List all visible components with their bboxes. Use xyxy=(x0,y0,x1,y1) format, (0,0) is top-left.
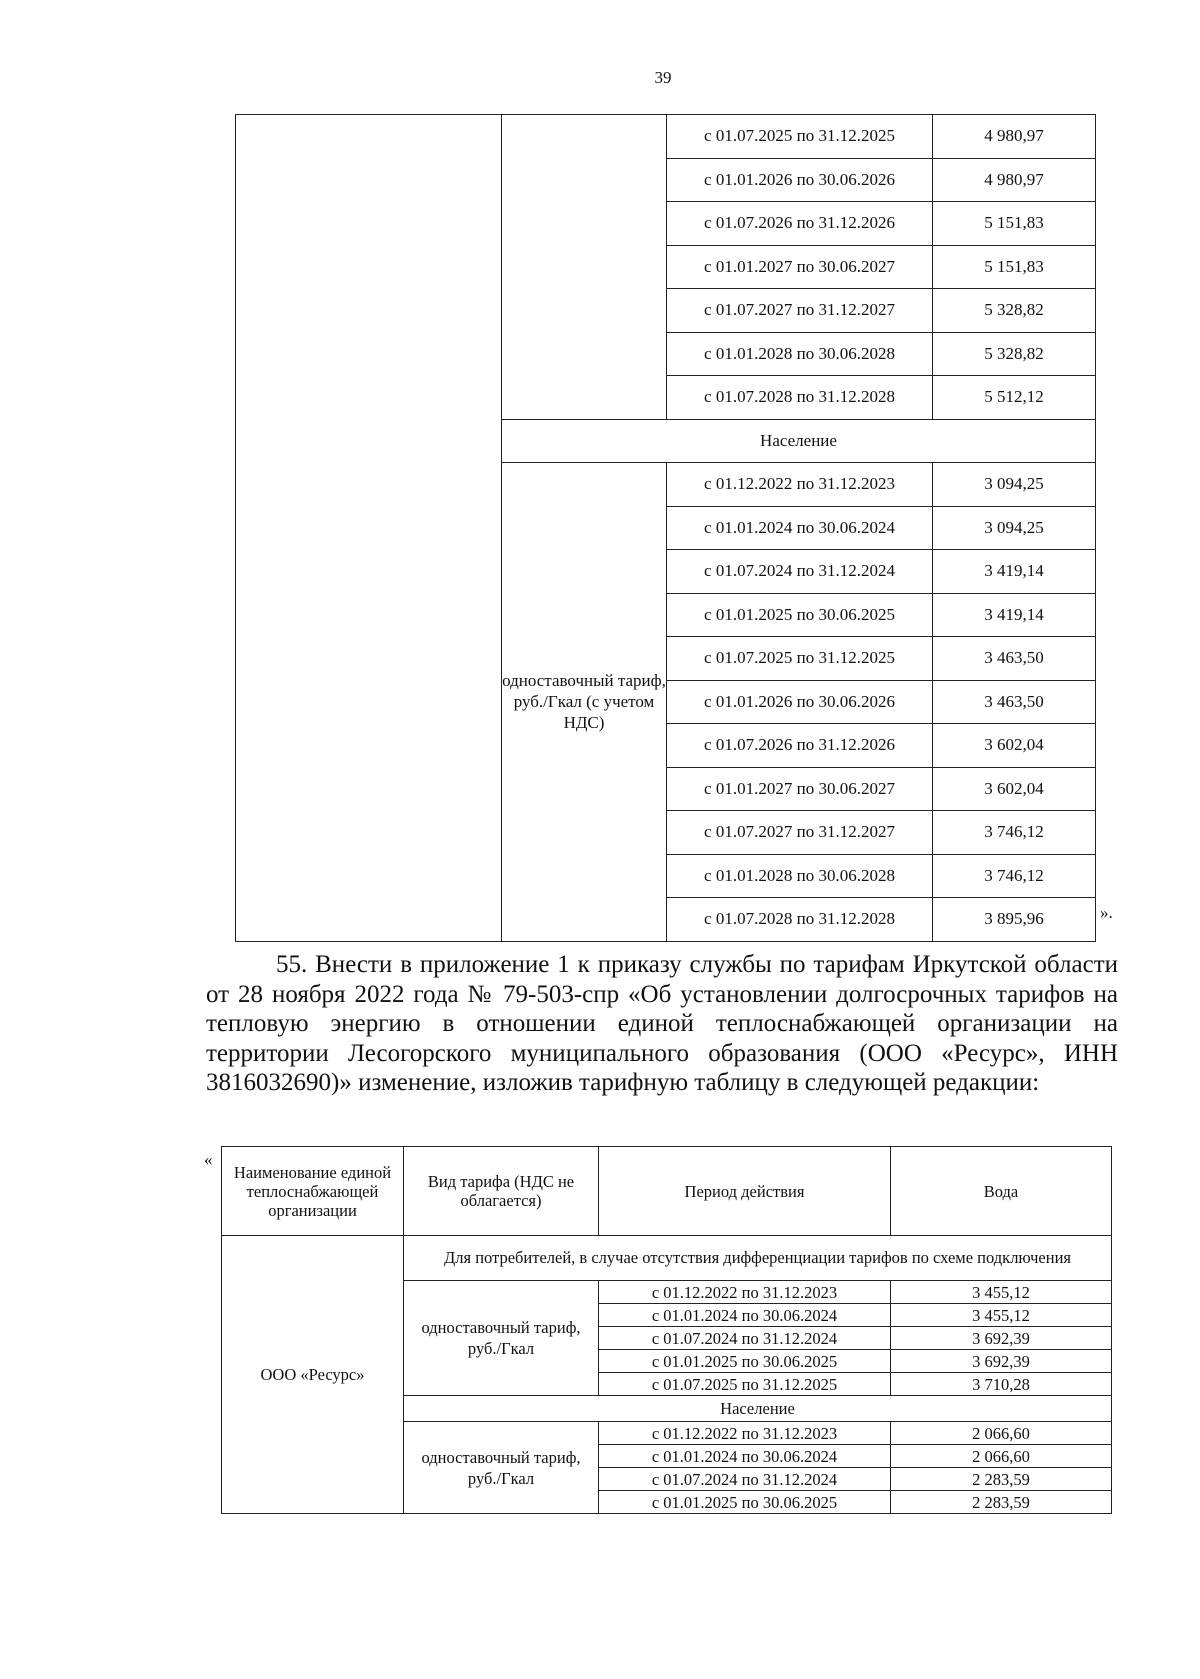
value-cell: 3 419,14 xyxy=(933,593,1096,637)
period-cell: с 01.07.2024 по 31.12.2024 xyxy=(599,1327,891,1350)
tariff-table-continued xyxy=(235,114,1096,942)
period-cell: с 01.01.2028 по 30.06.2028 xyxy=(667,332,933,376)
value-cell: 3 463,50 xyxy=(933,637,1096,681)
period-cell: с 01.01.2025 по 30.06.2025 xyxy=(599,1350,891,1373)
value-cell: 5 328,82 xyxy=(933,332,1096,376)
period-cell: с 01.01.2024 по 30.06.2024 xyxy=(599,1445,891,1468)
value-cell: 5 512,12 xyxy=(933,376,1096,420)
value-cell: 2 066,60 xyxy=(891,1445,1112,1468)
tariff-type-cell: одноставочный тариф, руб./Гкал (с учетом НДС) xyxy=(502,463,667,942)
value-cell: 5 328,82 xyxy=(933,289,1096,333)
value-cell: 4 980,97 xyxy=(933,158,1096,202)
period-cell: с 01.01.2026 по 30.06.2026 xyxy=(667,680,933,724)
period-cell: с 01.12.2022 по 31.12.2023 xyxy=(667,463,933,507)
period-cell: с 01.07.2025 по 31.12.2025 xyxy=(667,115,933,159)
value-cell: 3 094,25 xyxy=(933,506,1096,550)
value-cell: 5 151,83 xyxy=(933,202,1096,246)
table-row xyxy=(236,115,1096,159)
period-cell: с 01.07.2025 по 31.12.2025 xyxy=(599,1373,891,1396)
header-tariff-type: Вид тарифа (НДС не облагается) xyxy=(404,1147,599,1236)
period-cell: с 01.01.2027 по 30.06.2027 xyxy=(667,245,933,289)
period-cell: с 01.07.2024 по 31.12.2024 xyxy=(667,550,933,594)
value-cell: 3 602,04 xyxy=(933,767,1096,811)
closing-quote-mark: ». xyxy=(1100,903,1113,922)
period-cell: с 01.07.2025 по 31.12.2025 xyxy=(667,637,933,681)
period-cell: с 01.01.2027 по 30.06.2027 xyxy=(667,767,933,811)
period-cell: с 01.07.2026 по 31.12.2026 xyxy=(667,202,933,246)
header-org: Наименование единой теплоснабжающей организации xyxy=(222,1147,404,1236)
tariff-type-cell xyxy=(502,115,667,420)
header-period: Период действия xyxy=(599,1147,891,1236)
amendment-paragraph xyxy=(206,950,1118,1098)
value-cell: 2 283,59 xyxy=(891,1491,1112,1514)
value-cell: 3 746,12 xyxy=(933,854,1096,898)
amendment-text: 55. Внести в приложение 1 к приказу службы по тарифам Иркутской области от 28 ноября 2022 года № 79-503-спр «Об установлении долгосрочных тарифов на тепловую энергию в отношении единой теплоснабжающей организации на территории Лесогорского муниципального образования (ООО «Ресурс», ИНН 3816032690)» изменение, изложив тарифную таблицу в следующей редакции: xyxy=(206,951,1118,1096)
section-population: Население xyxy=(404,1396,1112,1422)
value-cell: 3 455,12 xyxy=(891,1304,1112,1327)
value-cell: 2 066,60 xyxy=(891,1422,1112,1445)
value-cell: 5 151,83 xyxy=(933,245,1096,289)
value-cell: 3 455,12 xyxy=(891,1281,1112,1304)
value-cell: 3 895,96 xyxy=(933,898,1096,942)
period-cell: с 01.01.2025 по 30.06.2025 xyxy=(599,1491,891,1514)
period-cell: с 01.01.2024 по 30.06.2024 xyxy=(667,506,933,550)
value-cell: 2 283,59 xyxy=(891,1468,1112,1491)
section-consumers: Для потребителей, в случае отсутствия дифференциации тарифов по схеме подключения xyxy=(404,1236,1112,1281)
value-cell: 3 094,25 xyxy=(933,463,1096,507)
value-cell: 3 602,04 xyxy=(933,724,1096,768)
page-number: 39 xyxy=(654,68,672,87)
period-cell: с 01.07.2027 по 31.12.2027 xyxy=(667,289,933,333)
period-cell: с 01.12.2022 по 31.12.2023 xyxy=(599,1281,891,1304)
period-cell: с 01.12.2022 по 31.12.2023 xyxy=(599,1422,891,1445)
value-cell: 4 980,97 xyxy=(933,115,1096,159)
section-row xyxy=(222,1236,1112,1281)
header-row xyxy=(222,1147,1112,1236)
opening-quote-mark: « xyxy=(204,1150,213,1169)
value-cell: 3 692,39 xyxy=(891,1327,1112,1350)
tariff-table-resurs xyxy=(221,1146,1112,1514)
period-cell: с 01.01.2028 по 30.06.2028 xyxy=(667,854,933,898)
tariff-type-cell: одноставочный тариф, руб./Гкал xyxy=(404,1281,599,1396)
header-value: Вода xyxy=(891,1147,1112,1236)
period-cell: с 01.07.2026 по 31.12.2026 xyxy=(667,724,933,768)
period-cell: с 01.01.2025 по 30.06.2025 xyxy=(667,593,933,637)
section-population: Население xyxy=(502,419,1096,463)
value-cell: 3 746,12 xyxy=(933,811,1096,855)
value-cell: 3 710,28 xyxy=(891,1373,1112,1396)
org-name-cell xyxy=(236,115,502,942)
value-cell: 3 419,14 xyxy=(933,550,1096,594)
org-name-cell: ООО «Ресурс» xyxy=(222,1236,404,1514)
period-cell: с 01.07.2028 по 31.12.2028 xyxy=(667,898,933,942)
value-cell: 3 463,50 xyxy=(933,680,1096,724)
period-cell: с 01.07.2028 по 31.12.2028 xyxy=(667,376,933,420)
value-cell: 3 692,39 xyxy=(891,1350,1112,1373)
period-cell: с 01.07.2027 по 31.12.2027 xyxy=(667,811,933,855)
period-cell: с 01.01.2024 по 30.06.2024 xyxy=(599,1304,891,1327)
period-cell: с 01.07.2024 по 31.12.2024 xyxy=(599,1468,891,1491)
period-cell: с 01.01.2026 по 30.06.2026 xyxy=(667,158,933,202)
tariff-type-cell: одноставочный тариф, руб./Гкал xyxy=(404,1422,599,1514)
